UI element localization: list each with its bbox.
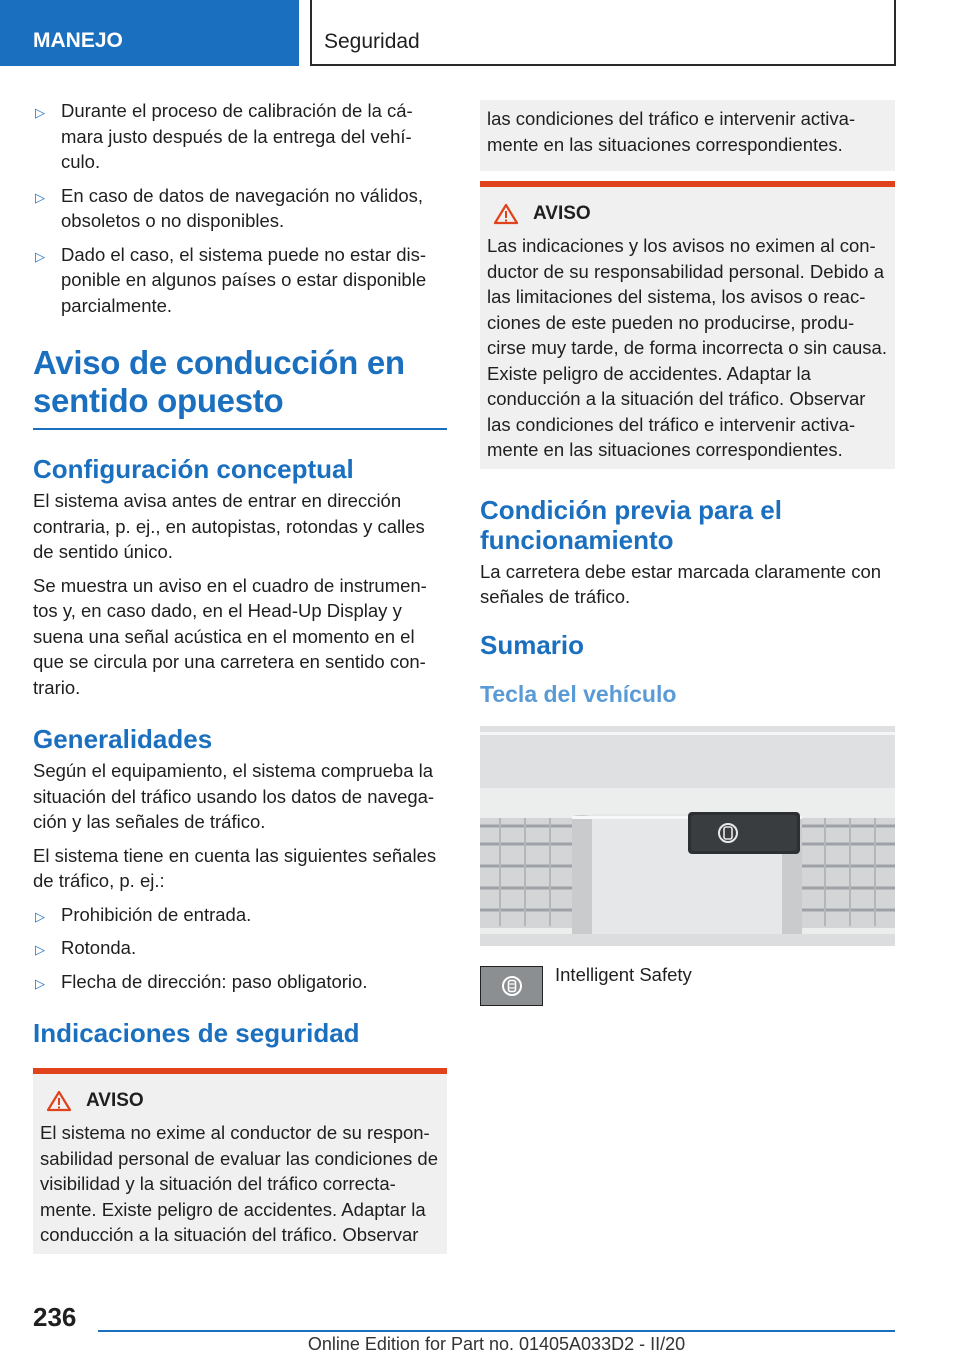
heading-config: Configuración conceptual xyxy=(33,454,354,484)
bullet-list-signs xyxy=(33,902,447,995)
warning-text: El sistema no exime al conductor de su respon-sabilidad personal de evaluar las condiciones de visibilidad y la situación del tráfico correcta-mente. Existe peligro de accidentes. Adaptar la conducción a la situación del tráfico. Observar xyxy=(40,1122,439,1245)
list-item: ▷ Rotonda. xyxy=(33,935,447,961)
paragraph: El sistema tiene en cuenta las siguientes señales de tráfico, p. ej.: xyxy=(33,844,437,891)
warning-box xyxy=(33,1068,447,1254)
list-item: ▷ Flecha de dirección: paso obligatorio. xyxy=(33,969,447,995)
left-column xyxy=(33,98,447,1254)
warning-box xyxy=(480,181,895,469)
page-number: 236 xyxy=(33,1302,77,1332)
warning-triangle-icon xyxy=(493,203,519,225)
list-item: ▷ Prohibición de entrada. xyxy=(33,902,447,928)
heading-summary: Sumario xyxy=(480,629,585,660)
paragraph: Según el equipamiento, el sistema comprueba la situación del tráfico usando los datos de navega-ción y las señales de tráfico. xyxy=(33,760,435,832)
footer-edition-text: Online Edition for Part no. 01405A033D2 - II/20 xyxy=(307,1334,686,1354)
warning-title: AVISO xyxy=(40,1090,440,1112)
heading-safety: Indicaciones de seguridad xyxy=(33,1018,360,1048)
triangle-bullet-icon: ▷ xyxy=(35,975,45,991)
warning-text: Las indicaciones y los avisos no eximen al con-ductor de su responsabilidad personal. Debido a las limitaciones del sistema, los avisos o reac-ciones de este pueden no producirse, produ-cirse muy tarde, de forma incorrecta o sin causa. Existe peligro de accidentes. Adaptar la conducción a la situación del tráfico. Observar las condiciones del tráfico e intervenir activa-mente en las situaciones correspondientes. xyxy=(487,235,887,460)
paragraph: La carretera debe estar marcada claramente con señales de tráfico. xyxy=(480,560,882,607)
list-item: ▷ En caso de datos de navegación no válidos, obsoletos o no disponibles. xyxy=(35,184,424,231)
paragraph: El sistema avisa antes de entrar en dirección contraria, p. ej., en autopistas, rotondas y calles de sentido único. xyxy=(33,490,425,562)
key-label: Intelligent Safety xyxy=(555,963,692,985)
list-item: ▷ Durante el proceso de calibración de la cá-mara justo después de la entrega del vehí-culo. xyxy=(35,100,413,172)
warning-triangle-icon xyxy=(46,1090,72,1112)
triangle-bullet-icon: ▷ xyxy=(35,908,45,924)
warning-box-continued xyxy=(480,100,895,171)
page-title: Aviso de conducción en sentido opuesto xyxy=(33,344,447,430)
right-column xyxy=(480,100,895,1006)
chapter-title: Seguridad xyxy=(324,30,420,53)
bullet-list-top xyxy=(33,98,447,318)
triangle-bullet-icon: ▷ xyxy=(35,189,45,205)
warning-text-continued: las condiciones del tráfico e intervenir activa-mente en las situaciones correspondientes. xyxy=(487,108,856,155)
section-label: MANEJO xyxy=(33,29,123,52)
warning-title: AVISO xyxy=(487,203,888,225)
heading-general: Generalidades xyxy=(33,724,213,754)
section-tab xyxy=(0,0,299,66)
intelligent-safety-key-icon xyxy=(480,966,543,1006)
vehicle-button-photo xyxy=(480,726,895,946)
paragraph: Se muestra un aviso en el cuadro de instrumen-tos y, en caso dado, en el Head-Up Display y suena una señal acústica en el momento en el que se circula por una carretera en sentido con-trario. xyxy=(33,574,427,698)
triangle-bullet-icon: ▷ xyxy=(35,942,45,957)
triangle-bullet-icon: ▷ xyxy=(35,248,45,264)
heading-vehicle-key: Tecla del vehículo xyxy=(480,680,677,707)
footer-divider xyxy=(98,1330,895,1332)
list-item: ▷ Dado el caso, el sistema puede no estar dis-ponible en algunos países o estar disponible parcialmente. xyxy=(35,243,427,316)
heading-precondition: Condición previa para el funcionamiento xyxy=(480,494,782,555)
triangle-bullet-icon: ▷ xyxy=(35,105,45,120)
key-legend-row xyxy=(480,963,895,1006)
